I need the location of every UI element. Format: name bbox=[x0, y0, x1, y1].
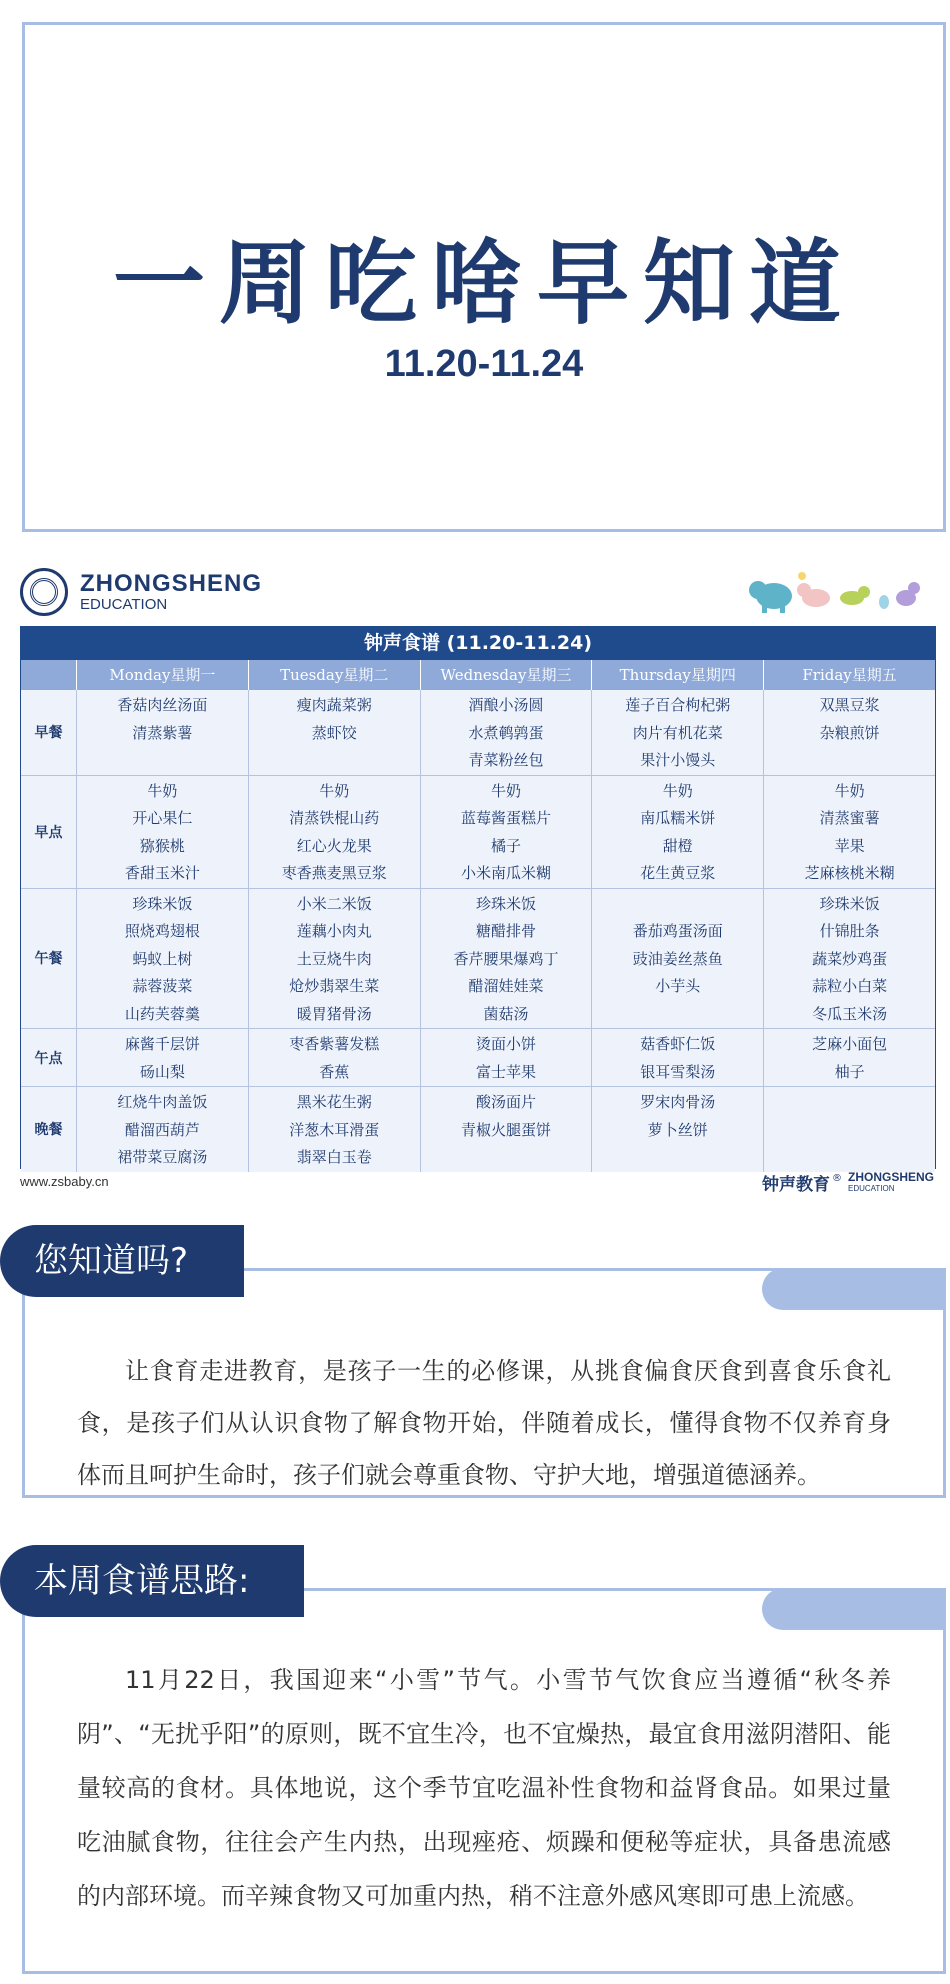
menu-item bbox=[592, 1144, 763, 1172]
menu-item: 醋溜娃娃菜 bbox=[468, 977, 544, 995]
menu-item: 萝卜丝饼 bbox=[647, 1120, 708, 1139]
day-cell bbox=[421, 690, 593, 775]
menu-item: 糖醋排骨 bbox=[475, 922, 536, 940]
menu-idea-text: 11月22日，我国迎来“小雪”节气。小雪节气饮食应当遵循“秋冬养阴”、“无扰乎阳”的原则，既不宜生冷，也不宜燥热，最宜食用滋阴潜阳、能量较高的食材。具体地说，这个季节宜吃温补性食物和益肾食品。如果过量吃油腻食物，往往会产生内热，出现痤疮、烦躁和便秘等症状，具备患流感的内部环境。而辛辣食物又可加重内热，稍不注意外感风寒即可患上流感。 bbox=[77, 1666, 891, 1910]
footer-brand-cn: 钟声教育 bbox=[761, 1175, 830, 1195]
brand-sub: EDUCATION bbox=[80, 595, 168, 613]
day-cell bbox=[77, 889, 249, 1029]
menu-item bbox=[421, 1144, 592, 1172]
meal-section-breakfast bbox=[21, 690, 935, 776]
decorative-corner bbox=[762, 1268, 946, 1310]
hero-card bbox=[22, 22, 946, 532]
brand-name: ZHONGSHENG bbox=[80, 569, 263, 597]
menu-item: 什锦肚条 bbox=[819, 922, 880, 940]
menu-item: 清蒸铁棍山药 bbox=[289, 809, 380, 827]
menu-item: 翡翠白玉卷 bbox=[296, 1148, 372, 1166]
meal-section-afternoon-snack bbox=[21, 1029, 935, 1087]
footer-brand-en bbox=[848, 1171, 934, 1195]
day-cell bbox=[764, 690, 935, 775]
meal-section-morning-snack bbox=[21, 776, 935, 889]
day-cell bbox=[421, 776, 593, 888]
menu-item: 枣香紫薯发糕 bbox=[289, 1035, 380, 1053]
day-header: Friday星期五 bbox=[802, 666, 897, 684]
menu-item: 蒜粒小白菜 bbox=[812, 977, 888, 995]
day-cell bbox=[421, 889, 593, 1029]
menu-item: 银耳雪梨汤 bbox=[640, 1062, 716, 1081]
menu-item: 芝麻小面包 bbox=[812, 1035, 888, 1053]
footer-brand-en-sub: EDUCATION bbox=[847, 1183, 895, 1193]
day-cell bbox=[249, 1029, 421, 1086]
menu-item: 橘子 bbox=[490, 836, 521, 855]
day-cell bbox=[77, 690, 249, 775]
day-cell bbox=[249, 889, 421, 1029]
menu-item: 枣香燕麦黑豆浆 bbox=[281, 864, 387, 882]
menu-item: 牛奶 bbox=[834, 781, 865, 800]
menu-item: 罗宋肉骨汤 bbox=[640, 1093, 716, 1111]
meal-label: 早点 bbox=[21, 776, 77, 888]
menu-idea-heading: 本周食谱思路: bbox=[0, 1545, 304, 1617]
decorative-corner bbox=[762, 1588, 946, 1630]
menu-item: 酒酿小汤圆 bbox=[468, 696, 544, 714]
menu-item: 豉油姜丝蒸鱼 bbox=[632, 949, 723, 968]
menu-item: 珍珠米饭 bbox=[819, 894, 880, 913]
menu-table bbox=[20, 626, 936, 1169]
menu-item: 蔬菜炒鸡蛋 bbox=[812, 949, 888, 968]
menu-idea-box bbox=[22, 1588, 946, 1974]
menu-item: 香蕉 bbox=[319, 1062, 350, 1081]
day-header: Monday星期一 bbox=[77, 660, 249, 690]
day-header: Tuesday星期二 bbox=[249, 660, 421, 690]
footer-brand-en-name: ZHONGSHENG bbox=[847, 1169, 934, 1184]
day-header: Wednesday星期三 bbox=[421, 660, 593, 690]
menu-item: 蒜蓉菠菜 bbox=[132, 977, 193, 995]
day-cell bbox=[764, 1087, 935, 1172]
menu-item: 青菜粉丝包 bbox=[468, 751, 544, 769]
menu-item: 南瓜糯米饼 bbox=[640, 809, 716, 827]
day-cell bbox=[421, 1087, 593, 1172]
menu-item: 牛奶 bbox=[319, 781, 350, 800]
day-cell bbox=[764, 889, 935, 1029]
menu-item: 山药芙蓉羹 bbox=[124, 1004, 200, 1023]
menu-table-title: 钟声食谱 (11.20-11.24) bbox=[21, 627, 935, 660]
website-url[interactable]: www.zsbaby.cn bbox=[20, 1174, 109, 1189]
menu-item: 酸汤面片 bbox=[475, 1093, 536, 1111]
menu-item: 牛奶 bbox=[662, 781, 693, 800]
day-cell bbox=[592, 1029, 764, 1086]
menu-item: 富士苹果 bbox=[475, 1062, 536, 1081]
menu-item bbox=[764, 1144, 935, 1172]
day-cell bbox=[764, 776, 935, 888]
menu-item: 瘦肉蔬菜粥 bbox=[296, 696, 372, 714]
day-cell bbox=[592, 690, 764, 775]
did-you-know-text: 让食育走进教育，是孩子一生的必修课，从挑食偏食厌食到喜食乐食礼食，是孩子们从认识食物了解食物开始，伴随着成长，懂得食物不仅养育身体而且呵护生命时，孩子们就会尊重食物、守护大地，增强道德涵养。 bbox=[77, 1357, 891, 1489]
menu-item: 砀山梨 bbox=[139, 1062, 185, 1081]
meal-label: 午餐 bbox=[21, 889, 77, 1029]
day-cell bbox=[249, 690, 421, 775]
menu-item: 甜橙 bbox=[662, 836, 693, 855]
day-cell bbox=[77, 776, 249, 888]
menu-item: 蚂蚁上树 bbox=[132, 949, 193, 968]
did-you-know-heading: 您知道吗? bbox=[0, 1225, 244, 1297]
menu-item bbox=[592, 891, 763, 919]
menu-item: 洋葱木耳滑蛋 bbox=[289, 1120, 380, 1139]
menu-item: 猕猴桃 bbox=[139, 836, 185, 855]
day-cell bbox=[421, 1029, 593, 1086]
menu-item bbox=[249, 747, 420, 775]
menu-item: 水煮鹌鹑蛋 bbox=[468, 723, 544, 742]
menu-item: 香甜玉米汁 bbox=[124, 864, 200, 882]
menu-item: 暖胃猪骨汤 bbox=[296, 1004, 372, 1023]
menu-item: 肉片有机花菜 bbox=[632, 723, 723, 742]
hero-title: 一周吃啥早知道 bbox=[112, 230, 855, 337]
menu-item: 照烧鸡翅根 bbox=[124, 922, 200, 940]
menu-item: 清蒸蜜薯 bbox=[819, 809, 880, 827]
menu-item: 开心果仁 bbox=[132, 809, 193, 827]
menu-item: 黑米花生粥 bbox=[296, 1093, 372, 1111]
menu-item: 蒸虾饺 bbox=[311, 723, 357, 742]
menu-item bbox=[592, 1001, 763, 1029]
day-cell bbox=[592, 1087, 764, 1172]
menu-item: 红烧牛肉盖饭 bbox=[117, 1093, 208, 1111]
menu-item: 炝炒翡翠生菜 bbox=[289, 977, 380, 995]
menu-item: 珍珠米饭 bbox=[475, 894, 536, 913]
menu-item: 柚子 bbox=[834, 1062, 865, 1081]
day-cell bbox=[249, 776, 421, 888]
menu-item: 清蒸紫薯 bbox=[132, 723, 193, 742]
meal-label: 晚餐 bbox=[21, 1087, 77, 1172]
menu-item: 莲藕小肉丸 bbox=[296, 922, 372, 940]
meal-label: 早餐 bbox=[21, 690, 77, 775]
menu-item: 裙带菜豆腐汤 bbox=[117, 1148, 208, 1166]
menu-item bbox=[764, 1089, 935, 1117]
zhongsheng-logo-icon bbox=[20, 568, 68, 616]
menu-item: 果汁小馒头 bbox=[640, 751, 716, 769]
menu-item bbox=[77, 747, 248, 775]
menu-item: 香菇肉丝汤面 bbox=[117, 696, 208, 714]
menu-item: 芝麻核桃米糊 bbox=[804, 864, 895, 882]
registered-mark: ® bbox=[831, 1173, 842, 1184]
meal-section-dinner bbox=[21, 1087, 935, 1172]
animals-illustration-icon bbox=[734, 568, 934, 614]
menu-item: 双黑豆浆 bbox=[819, 696, 880, 714]
day-cell bbox=[764, 1029, 935, 1086]
day-cell bbox=[77, 1087, 249, 1172]
day-cell bbox=[592, 776, 764, 888]
footer-brand bbox=[762, 1170, 934, 1195]
menu-item: 莲子百合枸杞粥 bbox=[625, 696, 731, 714]
menu-item: 香芹腰果爆鸡丁 bbox=[453, 949, 559, 968]
menu-item: 菇香虾仁饭 bbox=[640, 1035, 716, 1053]
menu-item: 小米南瓜米糊 bbox=[460, 864, 551, 882]
menu-item: 菌菇汤 bbox=[483, 1004, 529, 1023]
menu-item: 冬瓜玉米汤 bbox=[812, 1004, 888, 1023]
menu-table-header bbox=[21, 660, 935, 690]
menu-item: 小米二米饭 bbox=[296, 894, 372, 913]
brand-header bbox=[20, 568, 262, 616]
menu-item: 花生黄豆浆 bbox=[640, 864, 716, 882]
menu-item: 红心火龙果 bbox=[296, 836, 372, 855]
day-cell bbox=[77, 1029, 249, 1086]
menu-item: 醋溜西葫芦 bbox=[124, 1120, 200, 1139]
menu-item: 番茄鸡蛋汤面 bbox=[632, 922, 723, 940]
menu-item: 青椒火腿蛋饼 bbox=[460, 1120, 551, 1139]
menu-item: 土豆烧牛肉 bbox=[296, 949, 372, 968]
menu-item: 小芋头 bbox=[655, 977, 701, 995]
meal-section-lunch bbox=[21, 889, 935, 1030]
menu-item: 蓝莓酱蛋糕片 bbox=[460, 809, 551, 827]
day-cell bbox=[592, 889, 764, 1029]
menu-item: 牛奶 bbox=[147, 781, 178, 800]
meal-label: 午点 bbox=[21, 1029, 77, 1086]
menu-item: 苹果 bbox=[834, 836, 865, 855]
menu-item bbox=[764, 1117, 935, 1145]
hero-date: 11.20-11.24 bbox=[384, 343, 584, 385]
menu-item: 牛奶 bbox=[490, 781, 521, 800]
day-header: Thursday星期四 bbox=[592, 660, 764, 690]
menu-item: 烫面小饼 bbox=[475, 1035, 536, 1053]
menu-item: 珍珠米饭 bbox=[132, 894, 193, 913]
day-cell bbox=[249, 1087, 421, 1172]
menu-item: 杂粮煎饼 bbox=[819, 723, 880, 742]
menu-item bbox=[764, 747, 935, 775]
menu-card bbox=[14, 560, 940, 1200]
menu-item: 麻酱千层饼 bbox=[124, 1035, 200, 1053]
